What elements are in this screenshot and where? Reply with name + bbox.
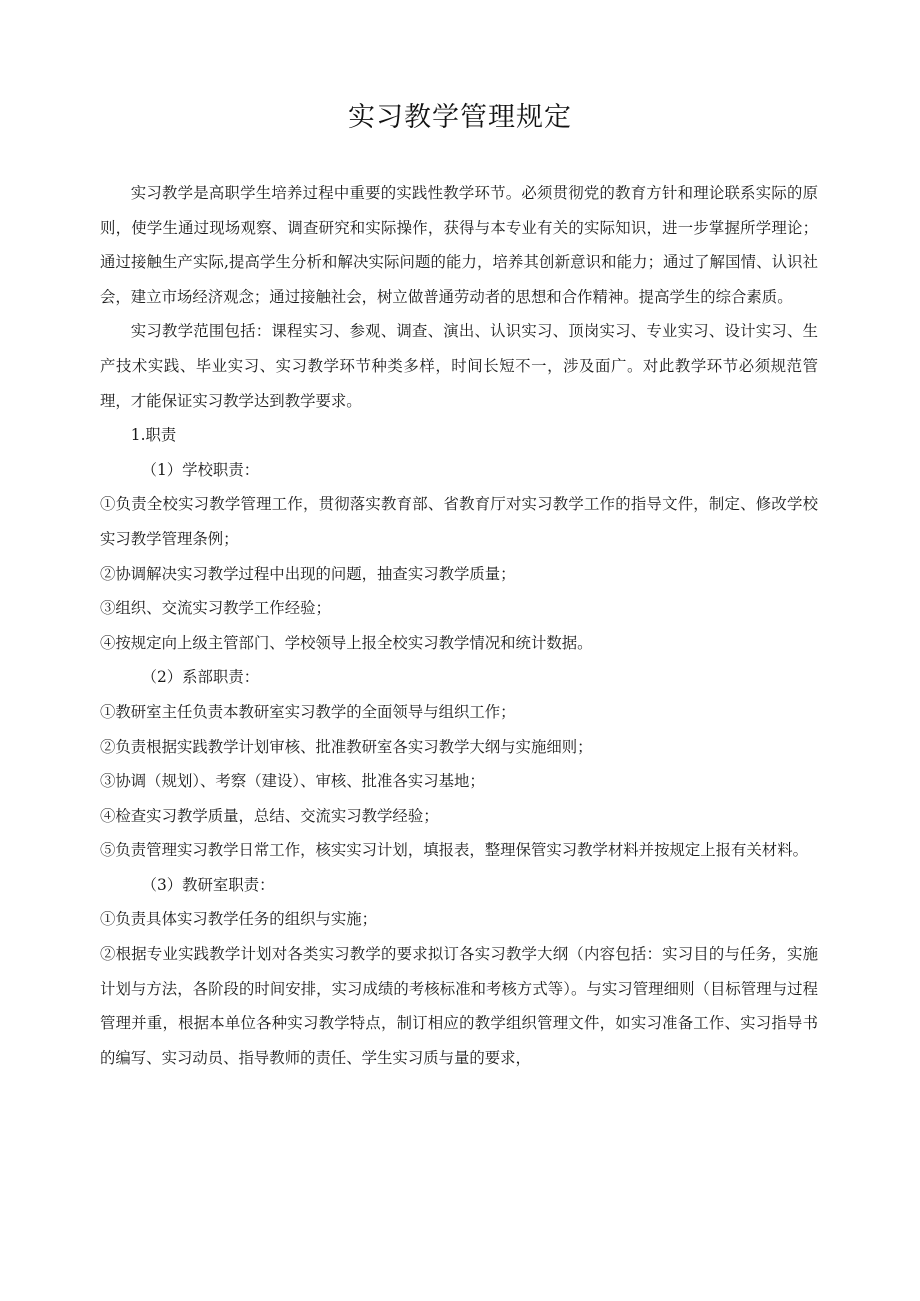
list-item: ①负责全校实习教学管理工作，贯彻落实教育部、省教育厅对实习教学工作的指导文件，制定、修改学校实习教学管理条例； [100, 495, 818, 548]
list-item: ①教研室主任负责本教研室实习教学的全面领导与组织工作； [100, 702, 516, 721]
scope-paragraph: 实习教学范围包括：课程实习、参观、调查、演出、认识实习、顶岗实习、专业实习、设计实习、生产技术实践、毕业实习、实习教学环节种类多样，时间长短不一，涉及面广。对此教学环节必须规范管理，才能保证实习教学达到教学要求。 [100, 322, 818, 410]
subheading-school: （1）学校职责： [141, 460, 260, 479]
subheading-department: （2）系部职责： [141, 668, 260, 687]
list-item: ②负责根据实践教学计划审核、批准教研室各实习教学大纲与实施细则； [100, 737, 593, 756]
list-item: ②根据专业实践教学计划对各类实习教学的要求拟订各实习教学大纲（内容包括：实习目的与任务，实施计划与方法，各阶段的时间安排，实习成绩的考核标准和考核方式等）。与实习管理细则（目标管理与过程管理并重，根据本单位各种实习教学特点，制订相应的教学组织管理文件，如实习准备工作、实习指导书的编写、实习动员、指导教师的责任、学生实习质与量的要求， [100, 945, 818, 1067]
document-body [100, 176, 818, 1075]
intro-paragraph: 实习教学是高职学生培养过程中重要的实践性教学环节。必须贯彻党的教育方针和理论联系实际的原则，使学生通过现场观察、调查研究和实际操作，获得与本专业有关的实际知识，进一步掌握所学理论；通过接触生产实际,提高学生分析和解决实际问题的能力，培养其创新意识和能力；通过了解国情、认识社会，建立市场经济观念；通过接触社会，树立做普通劳动者的思想和合作精神。提高学生的综合素质。 [100, 184, 818, 306]
list-item: ②协调解决实习教学过程中出现的问题，抽查实习教学质量； [100, 564, 516, 583]
list-item: ①负责具体实习教学任务的组织与实施； [100, 910, 378, 929]
page-title: 实习教学管理规定 [348, 102, 572, 133]
list-item: ⑤负责管理实习教学日常工作，核实实习计划，填报表，整理保管实习教学材料并按规定上报有关材料。 [100, 841, 808, 860]
list-item: ④按规定向上级主管部门、学校领导上报全校实习教学情况和统计数据。 [100, 633, 593, 652]
list-item: ④检查实习教学质量，总结、交流实习教学经验； [100, 806, 439, 825]
list-item: ③协调（规划）、考察（建设）、审核、批准各实习基地； [100, 772, 485, 791]
subheading-teaching-office: （3）教研室职责： [141, 875, 275, 894]
list-item: ③组织、交流实习教学工作经验； [100, 599, 331, 618]
section-heading-responsibilities: 1.职责 [130, 426, 177, 445]
